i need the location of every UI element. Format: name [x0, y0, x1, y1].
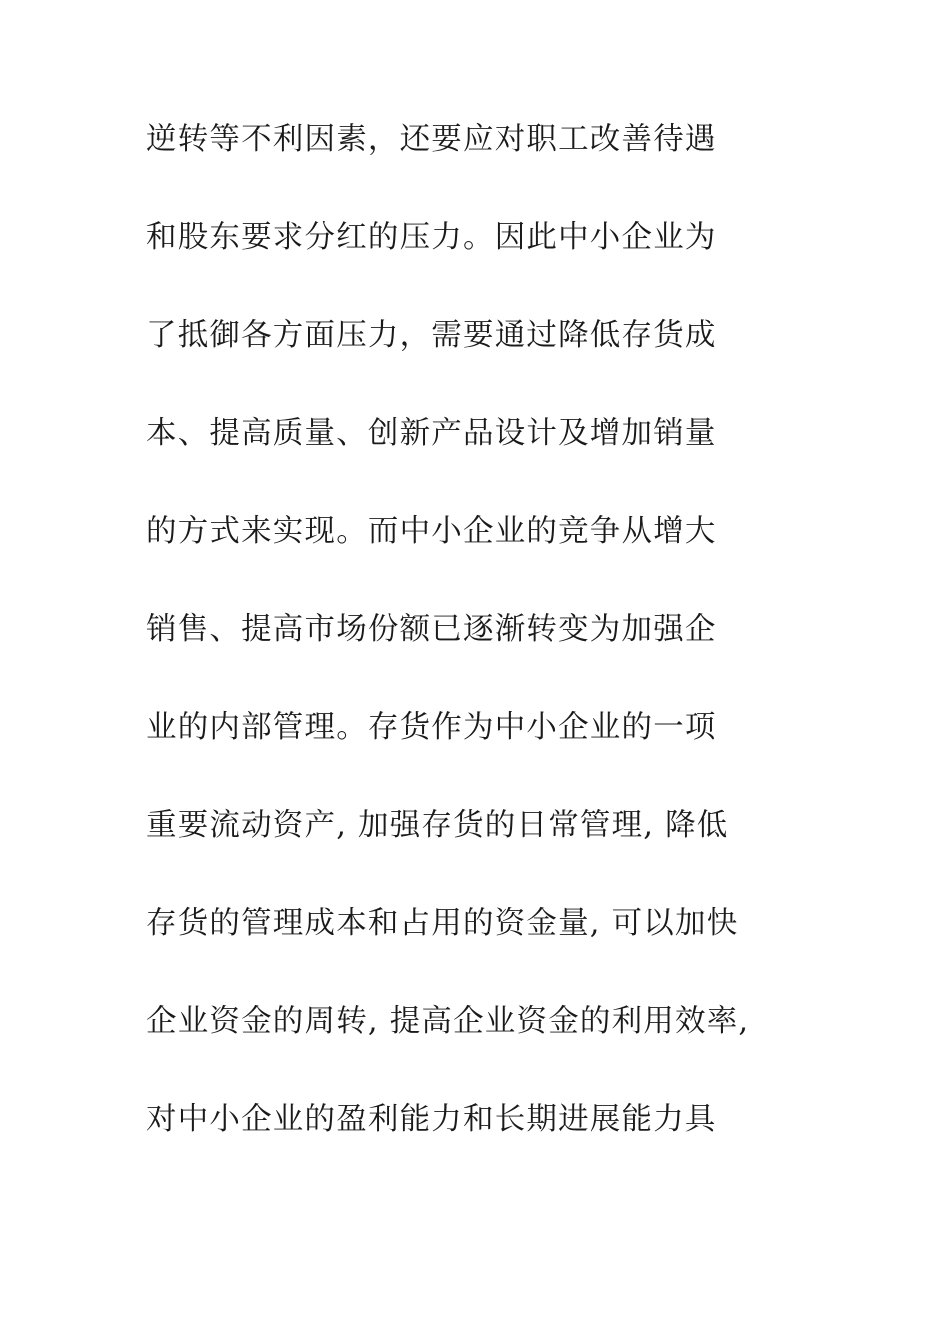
text-line-5: 的方式来实现。而中小企业的竞争从增大 [146, 514, 717, 549]
body-text [146, 124, 846, 1202]
text-line-10: 企业资金的周转, 提高企业资金的利用效率, [146, 1004, 750, 1039]
text-line-7: 业的内部管理。存货作为中小企业的一项 [146, 710, 717, 745]
text-line-3: 了抵御各方面压力，需要通过降低存货成 [146, 318, 717, 353]
text-line-11: 对中小企业的盈利能力和长期进展能力具 [146, 1102, 717, 1137]
text-line-6: 销售、提高市场份额已逐渐转变为加强企 [146, 612, 717, 647]
text-line-9: 存货的管理成本和占用的资金量, 可以加快 [146, 906, 739, 941]
text-line-2: 和股东要求分红的压力。因此中小企业为 [146, 220, 717, 255]
text-line-4: 本、提高质量、创新产品设计及增加销量 [146, 416, 717, 451]
text-line-1: 逆转等不利因素，还要应对职工改善待遇 [146, 122, 717, 157]
text-line-8: 重要流动资产, 加强存货的日常管理, 降低 [146, 808, 729, 843]
